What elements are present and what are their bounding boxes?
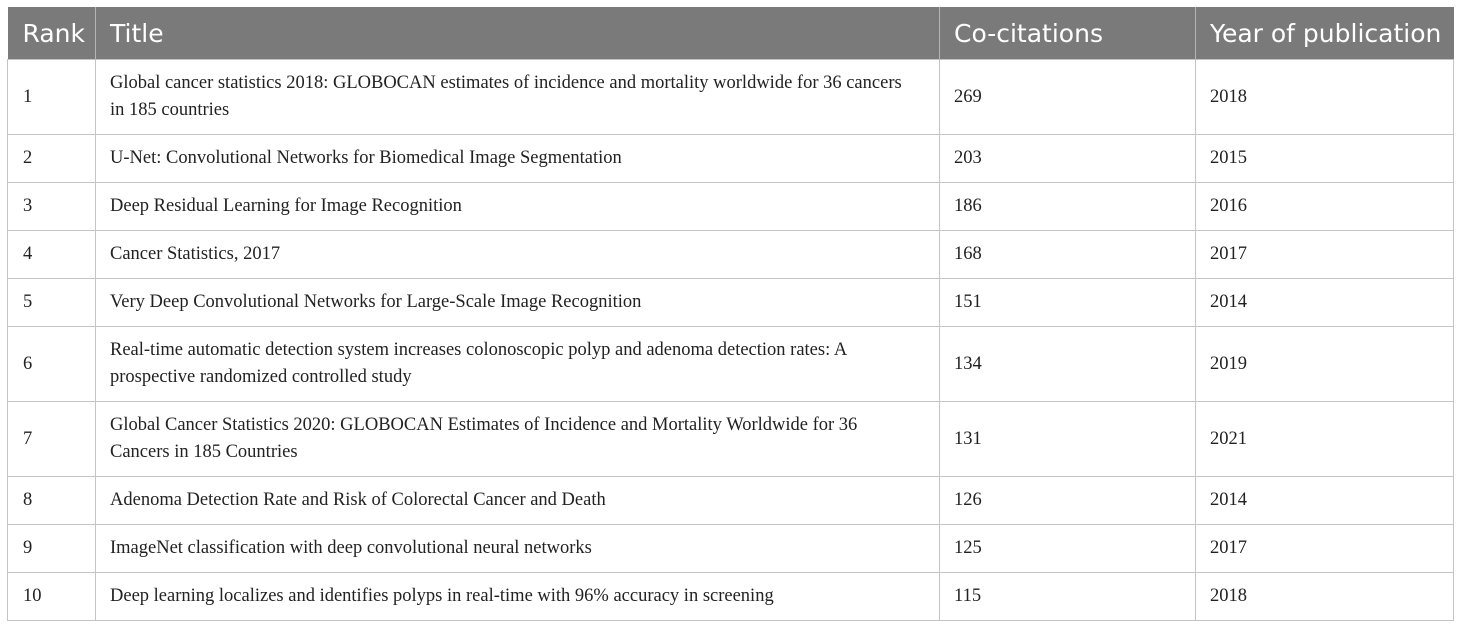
cell-rank: 10 (8, 573, 96, 621)
cell-cocitations: 269 (940, 60, 1196, 135)
table-row (8, 477, 1454, 525)
cell-title: ImageNet classification with deep convolutional neural networks (96, 525, 940, 573)
cell-year: 2017 (1196, 231, 1454, 279)
table-row (8, 60, 1454, 135)
cell-rank: 3 (8, 183, 96, 231)
cell-cocitations: 134 (940, 327, 1196, 402)
cell-cocitations: 126 (940, 477, 1196, 525)
header-year: Year of publication (1196, 7, 1454, 60)
cell-year: 2018 (1196, 60, 1454, 135)
cell-cocitations: 151 (940, 279, 1196, 327)
cell-title: Deep Residual Learning for Image Recognition (96, 183, 940, 231)
header-title: Title (96, 7, 940, 60)
cell-cocitations: 203 (940, 135, 1196, 183)
cell-cocitations: 115 (940, 573, 1196, 621)
table-row (8, 525, 1454, 573)
table-row (8, 573, 1454, 621)
cell-title: Deep learning localizes and identifies polyps in real-time with 96% accuracy in screening (96, 573, 940, 621)
cell-title: Global Cancer Statistics 2020: GLOBOCAN Estimates of Incidence and Mortality Worldwide for 36 Cancers in 185 Countries (96, 402, 940, 477)
cell-rank: 4 (8, 231, 96, 279)
cell-cocitations: 186 (940, 183, 1196, 231)
table-row (8, 279, 1454, 327)
table-row (8, 402, 1454, 477)
cell-year: 2017 (1196, 525, 1454, 573)
cell-cocitations: 131 (940, 402, 1196, 477)
table-row (8, 135, 1454, 183)
header-rank: Rank (8, 7, 96, 60)
cell-title: U-Net: Convolutional Networks for Biomedical Image Segmentation (96, 135, 940, 183)
cell-year: 2021 (1196, 402, 1454, 477)
cell-title: Cancer Statistics, 2017 (96, 231, 940, 279)
cell-year: 2014 (1196, 477, 1454, 525)
cell-title: Real-time automatic detection system increases colonoscopic polyp and adenoma detection rates: A prospective randomized controlled study (96, 327, 940, 402)
header-cocitations: Co-citations (940, 7, 1196, 60)
table-body (8, 60, 1454, 621)
cell-cocitations: 168 (940, 231, 1196, 279)
header-row (8, 7, 1454, 60)
cell-year: 2018 (1196, 573, 1454, 621)
table-header (8, 7, 1454, 60)
cell-year: 2019 (1196, 327, 1454, 402)
cell-title: Global cancer statistics 2018: GLOBOCAN estimates of incidence and mortality worldwide for 36 cancers in 185 countries (96, 60, 940, 135)
cell-rank: 8 (8, 477, 96, 525)
cell-year: 2015 (1196, 135, 1454, 183)
cell-rank: 9 (8, 525, 96, 573)
cell-year: 2016 (1196, 183, 1454, 231)
cell-rank: 5 (8, 279, 96, 327)
cell-rank: 2 (8, 135, 96, 183)
cell-year: 2014 (1196, 279, 1454, 327)
cell-cocitations: 125 (940, 525, 1196, 573)
table-row (8, 183, 1454, 231)
table-row (8, 231, 1454, 279)
cell-rank: 6 (8, 327, 96, 402)
cell-title: Adenoma Detection Rate and Risk of Colorectal Cancer and Death (96, 477, 940, 525)
cell-title: Very Deep Convolutional Networks for Large-Scale Image Recognition (96, 279, 940, 327)
table-row (8, 327, 1454, 402)
co-citation-table (7, 7, 1454, 621)
cell-rank: 1 (8, 60, 96, 135)
cell-rank: 7 (8, 402, 96, 477)
